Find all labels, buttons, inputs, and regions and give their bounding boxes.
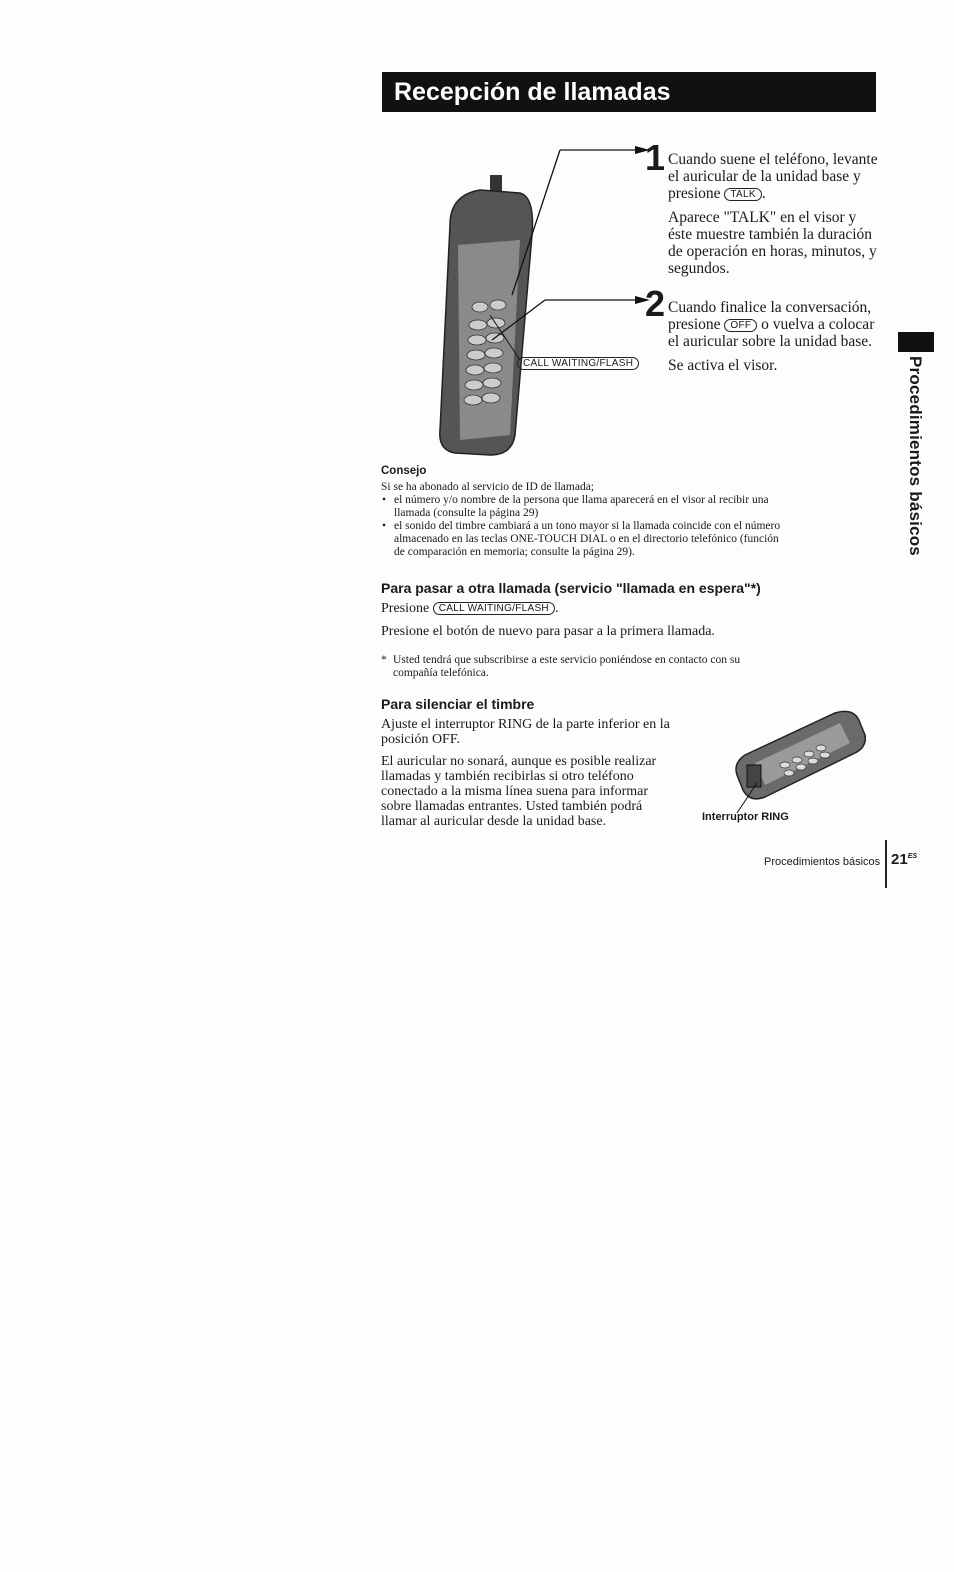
tip-bullet: • el sonido del timbre cambiará a un tono mayor si la llamada coincide con el número almacenado en las teclas ONE-TOUCH DIAL o en el directorio telefónico (función de comparación en memoria; consulte la página 29).	[381, 520, 791, 559]
handset-illustration	[420, 135, 660, 465]
tip-bullet: • el número y/o nombre de la persona que llama aparecerá en el visor al recibir una llamada (consulte la página 29)	[381, 494, 791, 520]
call-waiting-press: Presione CALL WAITING/FLASH .	[381, 601, 559, 616]
step-1-instruction: Cuando suene el teléfono, levante el auricular de la unidad base y presione TALK .	[668, 151, 878, 202]
step-1-text	[668, 151, 880, 284]
tip-body	[381, 481, 791, 559]
silence-p1: Ajuste el interruptor RING de la parte inferior en la posición OFF.	[381, 717, 670, 747]
call-waiting-heading: Para pasar a otra llamada (servicio "llamada en espera"*)	[381, 580, 761, 596]
footer-section: Procedimientos básicos	[764, 856, 881, 868]
tip-intro: Si se ha abonado al servicio de ID de llamada;	[381, 481, 594, 493]
call-waiting-key: CALL WAITING/FLASH	[433, 602, 555, 615]
step-2-number: 2	[645, 283, 666, 324]
handset-bottom-illustration	[725, 705, 875, 815]
page-title: Recepción de llamadas	[382, 72, 876, 112]
step-1-note: Aparece "TALK" en el visor y éste muestre también la duración de operación en horas, minutos, y segundos.	[668, 209, 877, 277]
footer-divider	[885, 840, 887, 888]
talk-key: TALK	[724, 188, 761, 201]
silence-body	[381, 717, 681, 829]
language-code: ES	[907, 853, 918, 860]
call-waiting-text: Presione el botón de nuevo para pasar a la primera llamada.	[381, 624, 715, 639]
silence-heading: Para silenciar el timbre	[381, 696, 535, 712]
step-2-instruction: Cuando finalice la conversación, presione OFF o vuelva a colocar el auricular sobre la unidad base.	[668, 299, 875, 350]
step-1-number: 1	[645, 137, 666, 178]
call-waiting-callout	[517, 354, 639, 372]
ring-switch-label: Interruptor RING	[702, 811, 789, 823]
off-key: OFF	[724, 319, 757, 332]
section-tab-marker	[898, 332, 934, 352]
sidebar-section-label: Procedimientos básicos	[906, 356, 925, 556]
tip-title: Consejo	[381, 465, 427, 477]
page-number: $21^{ES}$	[891, 851, 918, 868]
silence-p2: El auricular no sonará, aunque es posible realizar llamadas y también recibirlas si otro teléfono conectado a la misma línea suena para informar sobre llamadas entrantes. Usted también podrá llamar al auricular desde la unidad base.	[381, 754, 657, 829]
call-waiting-key-label: CALL WAITING/FLASH	[517, 357, 639, 370]
step-2-note: Se activa el visor.	[668, 357, 778, 374]
footnote: * Usted tendrá que subscribirse a este servicio poniéndose en contacto con su compañía telefónica.	[381, 654, 741, 679]
step-2-text	[668, 299, 880, 381]
